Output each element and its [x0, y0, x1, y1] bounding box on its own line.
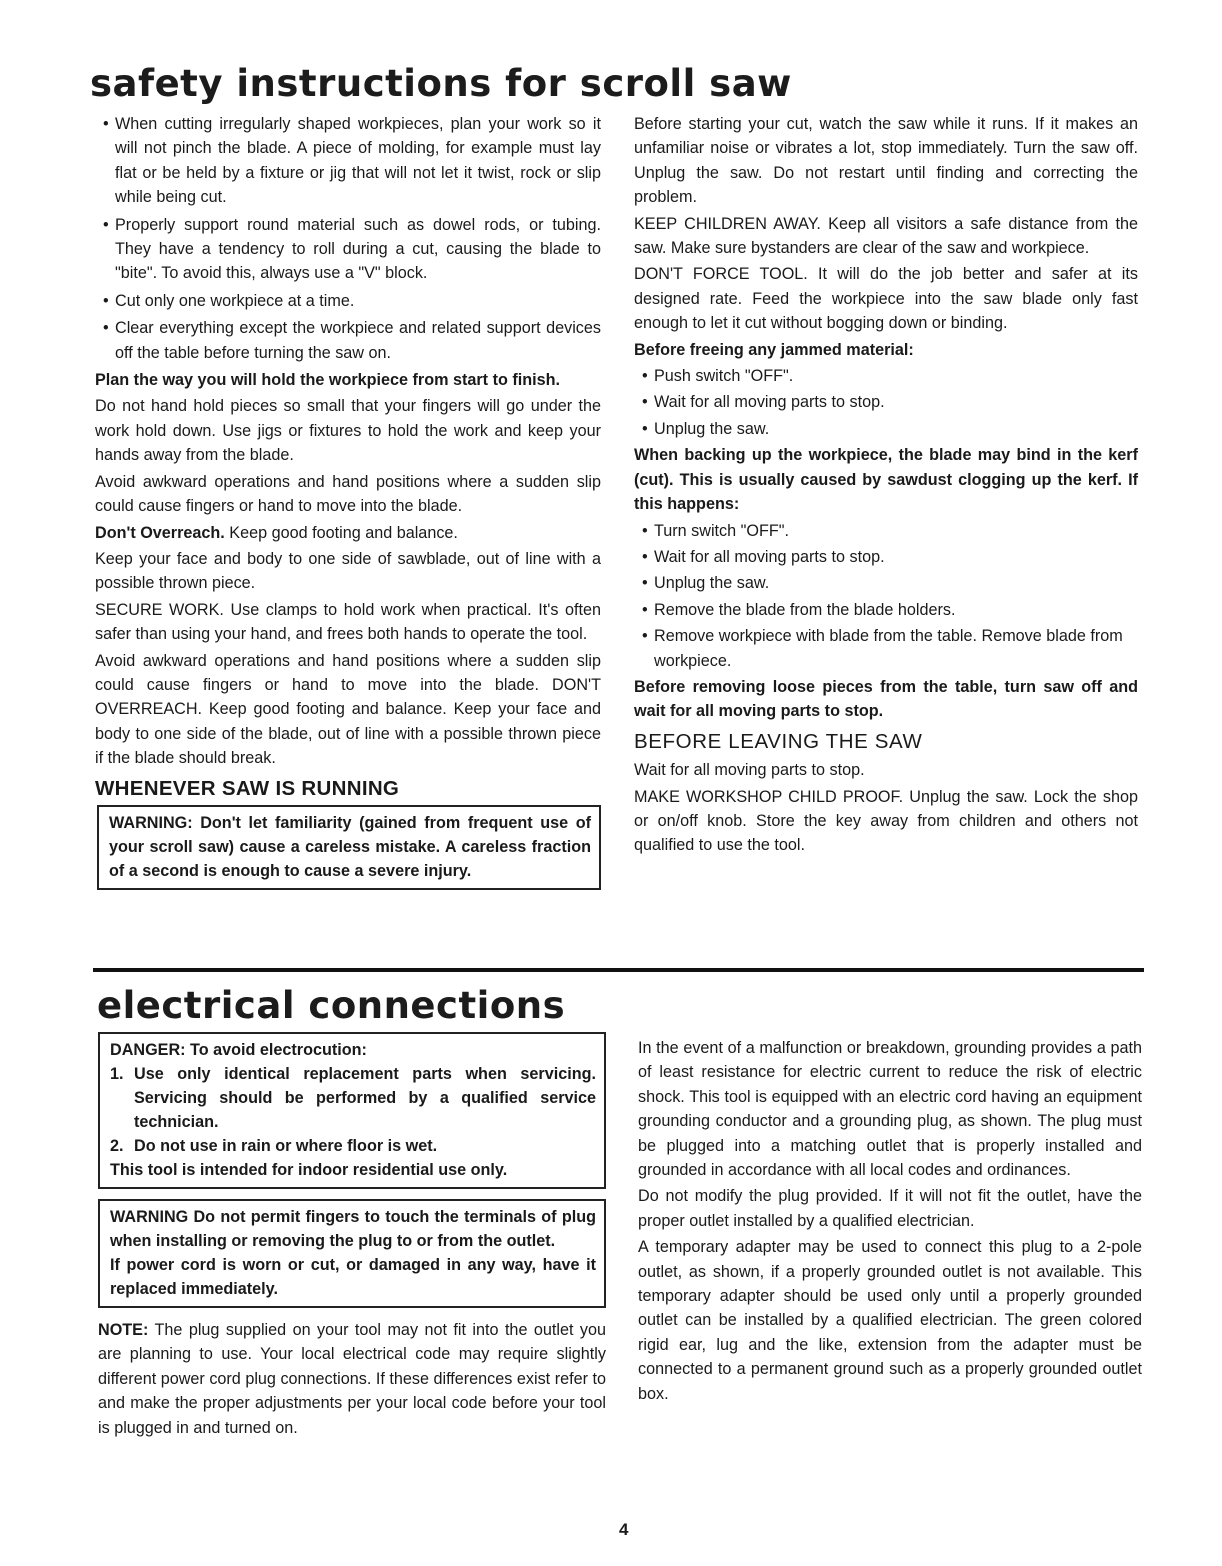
overreach-label: Don't Overreach. [95, 523, 225, 542]
awkward-overreach-paragraph: Avoid awkward operations and hand positions where a sudden slip could cause fingers or hand to move into the blade. DON'T OVERREACH. Keep good footing and balance. Keep your face and body to one side of the blade, out of line with a possible thrown piece if the blade should break. [95, 651, 601, 768]
wait-paragraph: Wait for all moving parts to stop. [634, 761, 865, 780]
section-divider [93, 968, 1144, 972]
overreach-text: Keep good footing and balance. [224, 523, 458, 542]
plug-warning-text: WARNING Do not permit fingers to touch the terminals of plug when installing or removing the plug to or from the outlet. [110, 1208, 596, 1250]
overreach-paragraph [95, 521, 601, 545]
modify-plug-paragraph: Do not modify the plug provided. If it will not fit the outlet, have the proper outlet installed by a qualified electrician. [638, 1187, 1142, 1230]
danger-heading: DANGER: To avoid electrocution: [110, 1041, 367, 1059]
list-item: • Wait for all moving parts to stop. [634, 390, 1138, 414]
running-heading: WHENEVER SAW IS RUNNING [95, 776, 400, 800]
list-item: • Turn switch "OFF". [634, 519, 1138, 543]
watch-paragraph: Before starting your cut, watch the saw while it runs. If it makes an unfamiliar noise or vibrates a lot, stop immediately. Turn the saw off. Unplug the saw. Do not restart until finding and correcting the problem. [634, 115, 1138, 207]
danger-item-number: 1. [110, 1065, 124, 1083]
plug-warning-box [98, 1199, 606, 1308]
children-paragraph: KEEP CHILDREN AWAY. Keep all visitors a safe distance from the saw. Make sure bystanders are clear of the saw and workpiece. [634, 214, 1138, 258]
note-text: The plug supplied on your tool may not fit into the outlet you are planning to use. Your local electrical code may require slightly different power cord plug connections. If these differences exist refer to and make the proper adjustments per your local code before your tool is plugged in and turned on. [98, 1321, 606, 1437]
danger-item [110, 1062, 596, 1134]
note-label: NOTE: [98, 1321, 149, 1339]
list-item: • Wait for all moving parts to stop. [634, 545, 1138, 569]
list-item: • Unplug the saw. [634, 417, 1138, 441]
list-item: • Clear everything except the workpiece and related support devices off the table before turning the saw on. [95, 316, 601, 365]
danger-box [98, 1032, 606, 1189]
adapter-paragraph: A temporary adapter may be used to connect this plug to a 2-pole outlet, as shown, if a properly grounded outlet is not available. This temporary adapter should be used only until a properly grounded outlet can be installed by a qualified electrician. The green colored rigid ear, lug and the like, extension from the adapter must be connected to a permanent ground such as a properly grounded outlet box. [638, 1238, 1142, 1403]
danger-item-text: Use only identical replacement parts when servicing. Servicing should be performed by a qualified service technician. [134, 1065, 596, 1131]
plan-heading: Plan the way you will hold the workpiece from start to finish. [95, 371, 561, 390]
list-item: • Unplug the saw. [634, 571, 1138, 595]
list-item: • Remove the blade from the blade holders. [634, 598, 1138, 622]
kerf-heading: When backing up the workpiece, the blade may bind in the kerf (cut). This is usually caused by sawdust clogging up the kerf. If this happens: [634, 446, 1138, 514]
hand-hold-paragraph: Do not hand hold pieces so small that your fingers will go under the work hold down. Use jigs or fixtures to hold the work and keep your hands away from the blade. [95, 397, 601, 465]
page-number: 4 [619, 1520, 629, 1539]
running-warning-text: WARNING: Don't let familiarity (gained from frequent use of your scroll saw) cause a careless mistake. A careless fraction of a second is enough to cause a severe injury. [109, 813, 591, 880]
list-item: • Push switch "OFF". [634, 364, 1138, 388]
secure-work-paragraph: SECURE WORK. Use clamps to hold work when practical. It's often safer than using your hand, and frees both hands to operate the tool. [95, 600, 601, 644]
safety-right-column [634, 112, 1138, 860]
danger-item [110, 1134, 596, 1158]
list-item: • Remove workpiece with blade from the table. Remove blade from workpiece. [634, 624, 1138, 673]
electrical-left-column [98, 1032, 606, 1442]
list-item: • When cutting irregularly shaped workpieces, plan your work so it will not pinch the blade. A piece of molding, for example must lay flat or be held by a fixture or jig that will not let it twist, rock or slip while being cut. [95, 112, 601, 210]
loose-pieces-heading: Before removing loose pieces from the table, turn saw off and wait for all moving parts to stop. [634, 677, 1138, 721]
safety-title: safety instructions for scroll saw [90, 62, 792, 105]
leaving-heading: BEFORE LEAVING THE SAW [634, 729, 923, 753]
danger-item-text: Do not use in rain or where floor is wet. [134, 1137, 438, 1155]
safety-left-column [95, 112, 601, 890]
jam-heading: Before freeing any jammed material: [634, 340, 914, 359]
danger-item-number: 2. [110, 1137, 124, 1155]
awkward-paragraph: Avoid awkward operations and hand positions where a sudden slip could cause fingers or hand to move into the blade. [95, 472, 601, 516]
list-item: • Cut only one workpiece at a time. [95, 289, 601, 313]
electrical-title: electrical connections [97, 984, 566, 1027]
face-paragraph: Keep your face and body to one side of sawblade, out of line with a possible thrown piece. [95, 549, 601, 593]
list-item: • Properly support round material such as dowel rods, or tubing. They have a tendency to roll during a cut, causing the blade to "bite". To avoid this, always use a "V" block. [95, 213, 601, 286]
electrical-right-column [638, 1036, 1142, 1408]
force-paragraph: DON'T FORCE TOOL. It will do the job better and safer at its designed rate. Feed the workpiece into the saw blade only fast enough to let it cut without bogging down or binding. [634, 265, 1138, 333]
note-paragraph [98, 1318, 606, 1440]
grounding-paragraph: In the event of a malfunction or breakdown, grounding provides a path of least resistance for electric current to reduce the risk of electric shock. This tool is equipped with an electric cord having an equipment grounding conductor and a grounding plug, as shown. The plug must be plugged into a matching outlet that is properly installed and grounded in accordance with all local codes and ordinances. [638, 1039, 1142, 1180]
cord-warning-text: If power cord is worn or cut, or damaged in any way, have it replaced immediately. [110, 1256, 596, 1298]
child-proof-paragraph: MAKE WORKSHOP CHILD PROOF. Unplug the saw. Lock the shop or on/off knob. Store the key away from children and others not qualified to use the tool. [634, 787, 1138, 855]
indoor-use-text: This tool is intended for indoor residential use only. [110, 1161, 508, 1179]
running-warning-box [97, 805, 601, 890]
